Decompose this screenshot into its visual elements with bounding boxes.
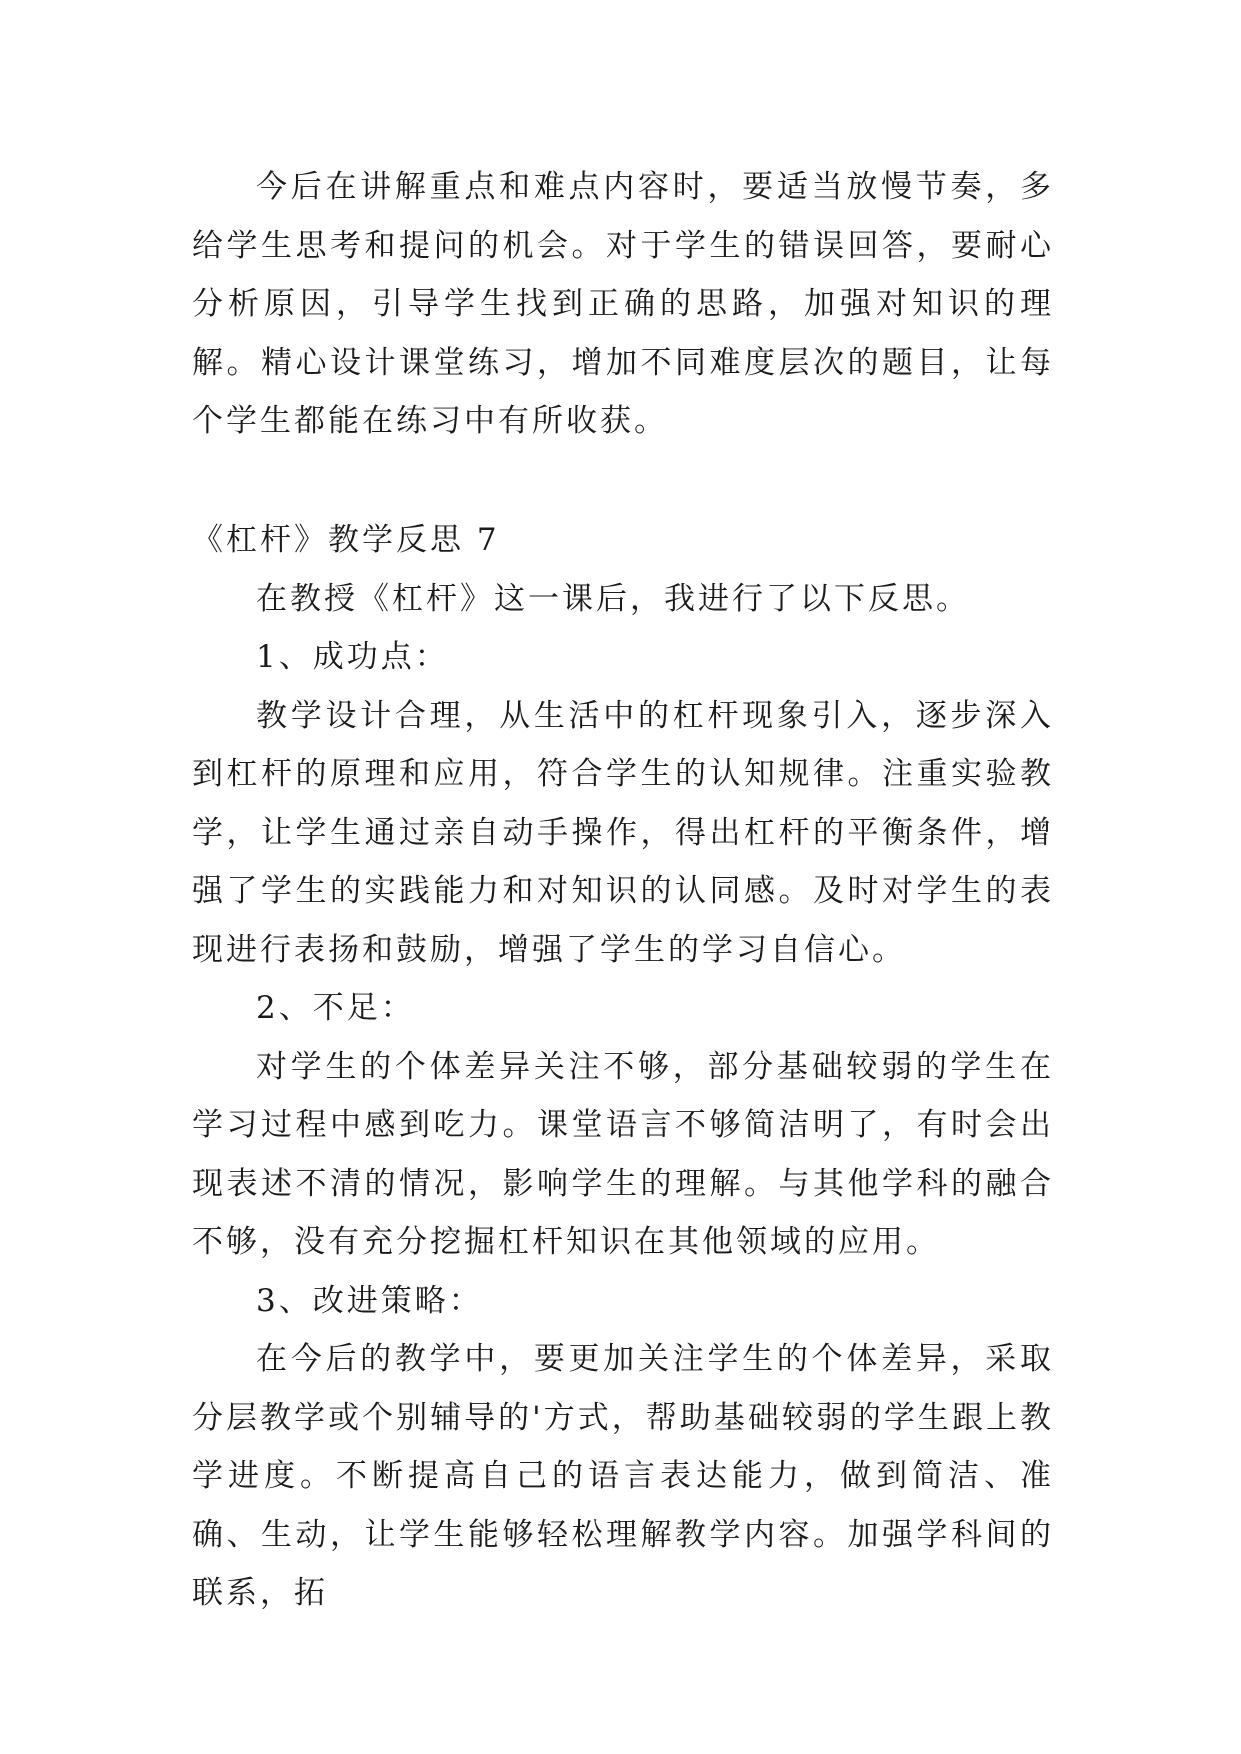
paragraph-improvements: 在今后的教学中，要更加关注学生的个体差异，采取分层教学或个别辅导的'方式，帮助基础较弱的学生跟上教学进度。不断提高自己的语言表达能力，做到简洁、准确、生动，让学生能够轻松理解教学内容。加强学科间的联系，拓 [192, 1341, 1054, 1611]
intro-section [192, 158, 1054, 451]
heading-weaknesses: 2、不足： [256, 990, 415, 1026]
heading-strengths: 1、成功点： [256, 639, 449, 675]
reflection-section [192, 511, 1054, 1623]
section-title: 《杠杆》教学反思 7 [192, 522, 500, 558]
paragraph-strengths: 教学设计合理，从生活中的杠杆现象引入，逐步深入到杠杆的原理和应用，符合学生的认知规律。注重实验教学，让学生通过亲自动手操作，得出杠杆的平衡条件，增强了学生的实践能力和对知识的认同感。及时对学生的表现进行表扬和鼓励，增强了学生的学习自信心。 [192, 697, 1054, 968]
paragraph-opening: 在教授《杠杆》这一课后，我进行了以下反思。 [256, 580, 970, 617]
paragraph-intro: 今后在讲解重点和难点内容时，要适当放慢节奏，多给学生思考和提问的机会。对于学生的错误回答，要耐心分析原因，引导学生找到正确的思路，加强对知识的理解。精心设计课堂练习，增加不同难度层次的题目，让每个学生都能在练习中有所收获。 [192, 169, 1054, 439]
heading-improvements: 3、改进策略： [256, 1282, 483, 1319]
paragraph-weaknesses: 对学生的个体差异关注不够，部分基础较弱的学生在学习过程中感到吃力。课堂语言不够简洁明了，有时会出现表述不清的情况，影响学生的理解。与其他学科的融合不够，没有充分挖掘杠杆知识在其他领域的应用。 [192, 1048, 1054, 1260]
